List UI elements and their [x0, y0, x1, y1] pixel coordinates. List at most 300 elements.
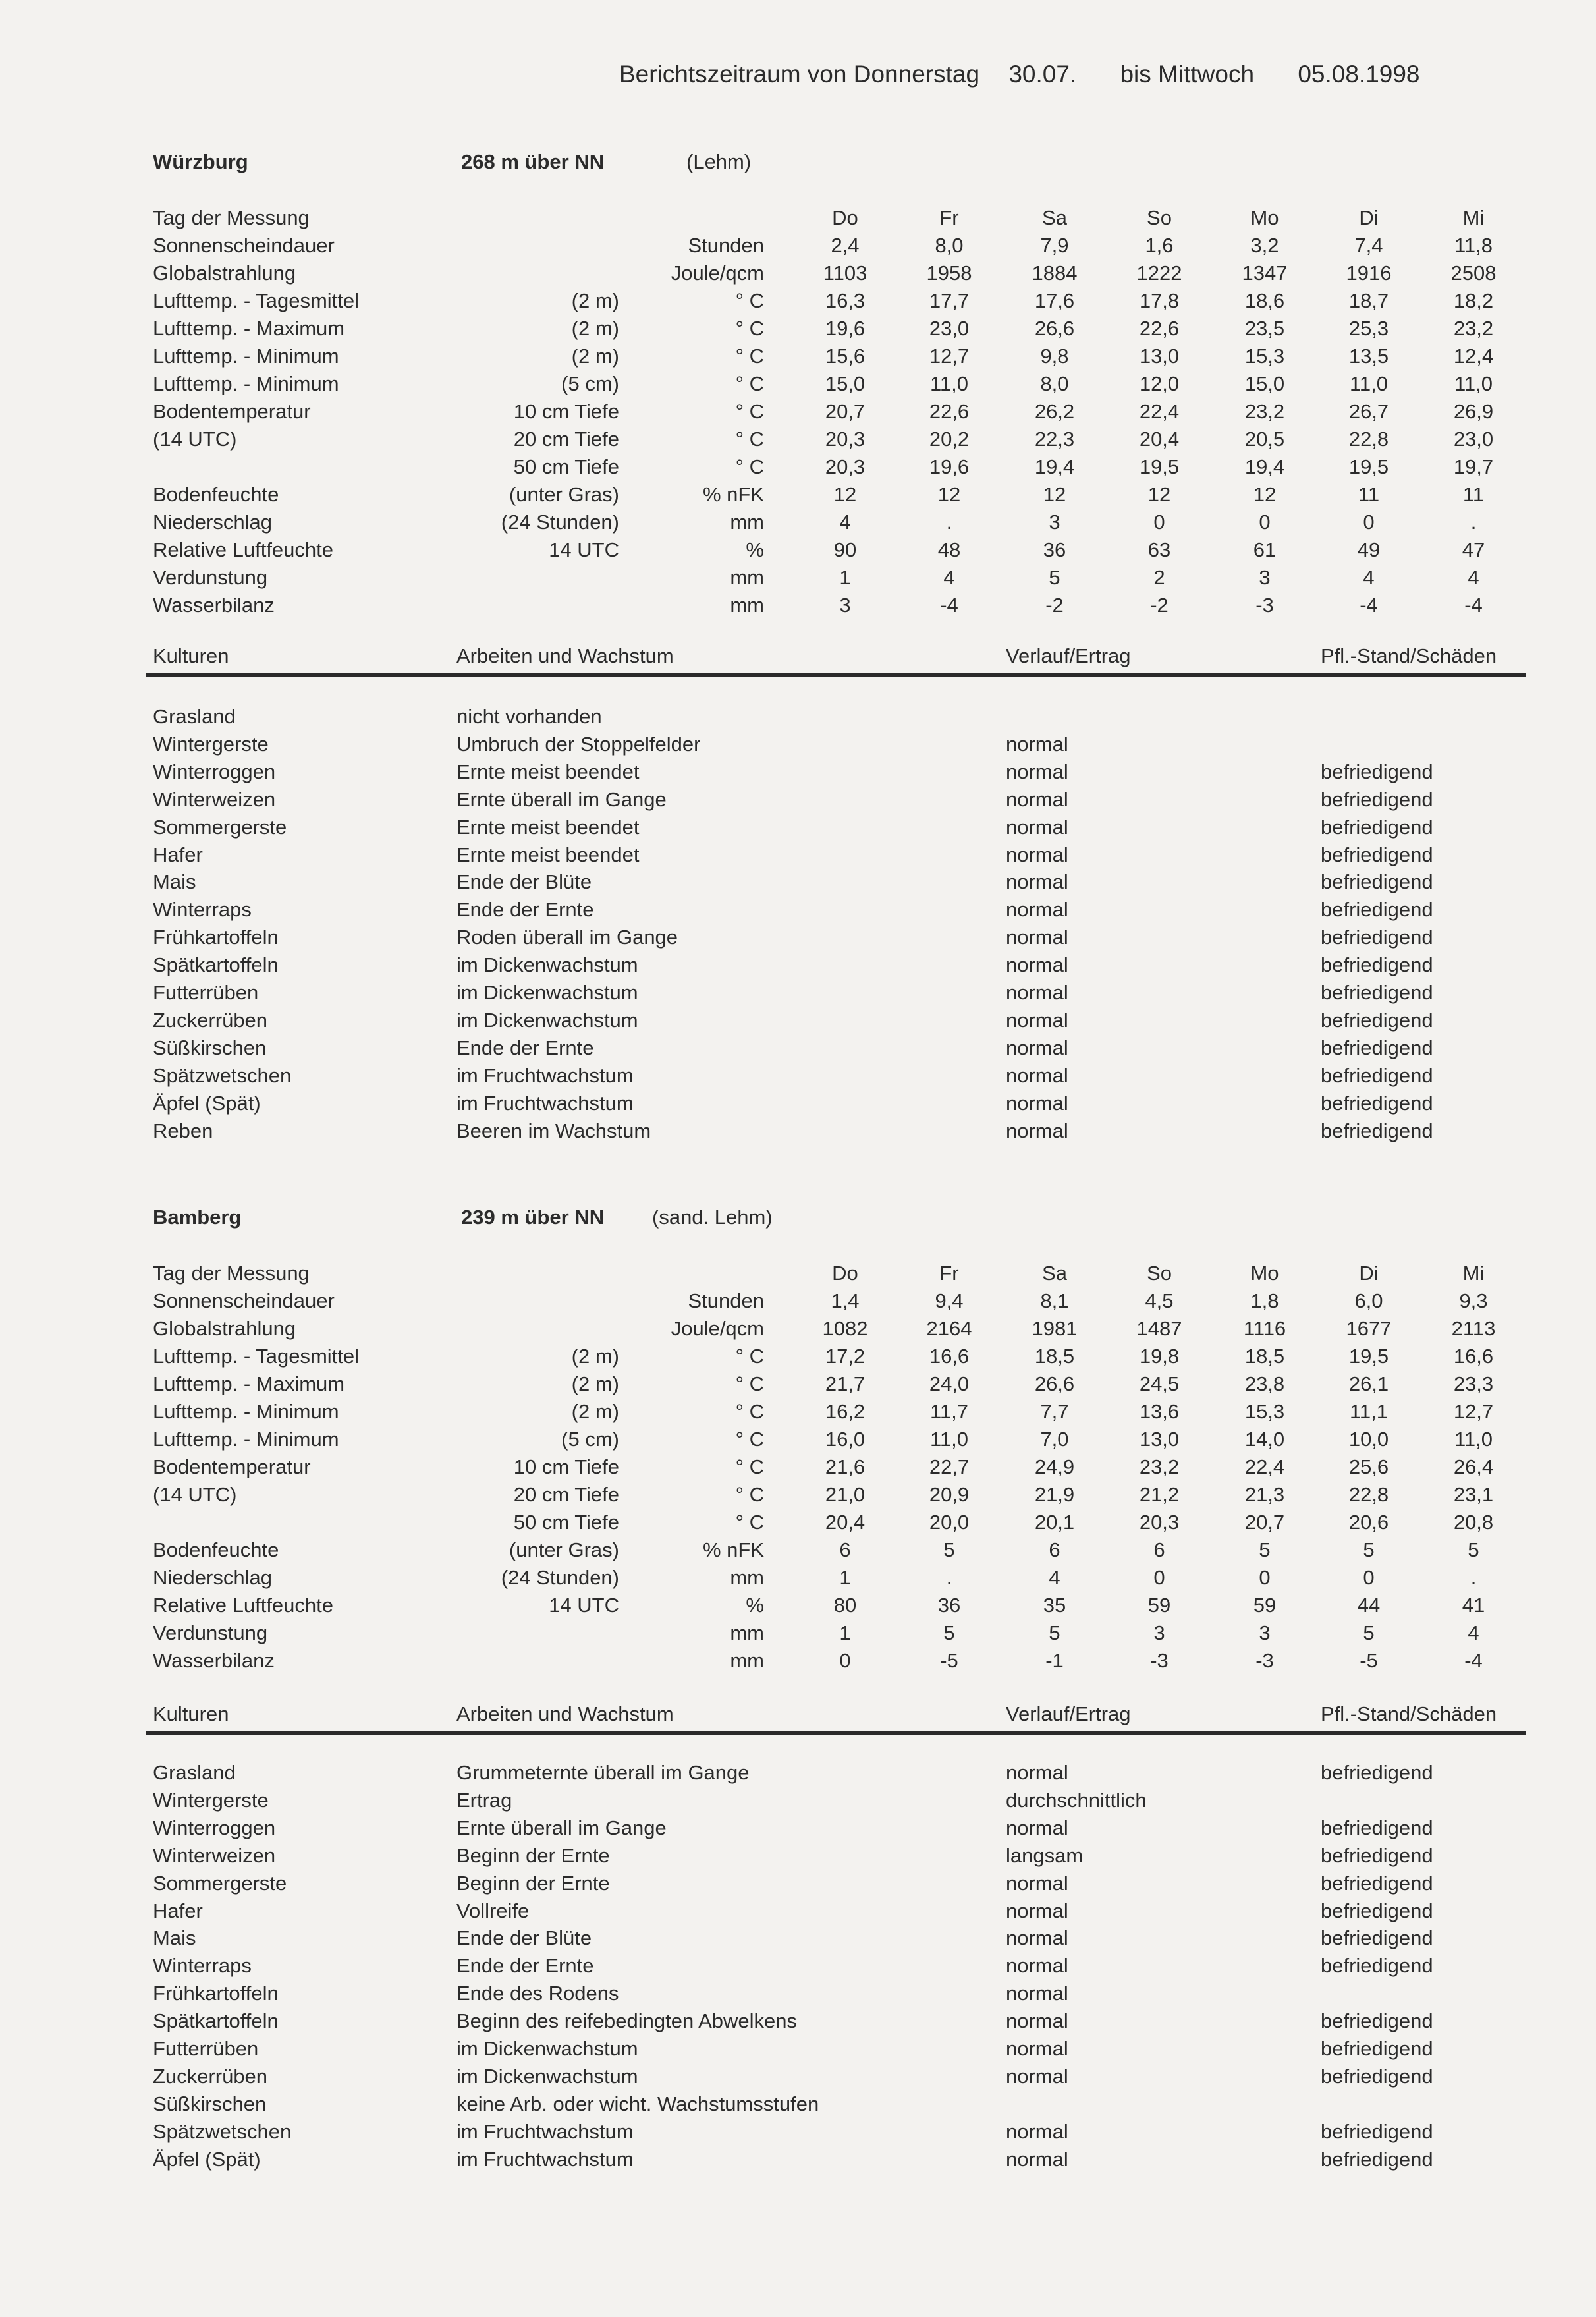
station-soil: (Lehm)	[686, 150, 752, 173]
crop-name: Winterweizen	[153, 1844, 276, 1867]
col-arbeiten: Arbeiten und Wachstum	[456, 1702, 674, 1725]
day-label: Di	[1359, 206, 1379, 229]
measurement-value: 6,0	[1354, 1289, 1383, 1312]
measurement-value: 9,8	[1040, 345, 1069, 368]
crop-stage: Ende der Ernte	[456, 1036, 594, 1059]
measurement-value: 26,9	[1453, 400, 1494, 423]
crop-progress: normal	[1006, 1064, 1068, 1087]
measurement-row	[0, 594, 1596, 621]
measurement-value: 20,3	[1139, 1511, 1180, 1534]
crop-row	[0, 1926, 1596, 1954]
crop-row	[0, 1872, 1596, 1899]
measurement-sublabel: (2 m)	[571, 317, 619, 340]
crop-stage: Ernte überall im Gange	[456, 1816, 667, 1839]
crop-name: Sommergerste	[153, 816, 287, 839]
measurement-unit: ° C	[735, 1428, 764, 1451]
crop-progress: normal	[1006, 1009, 1068, 1032]
measurement-row	[0, 428, 1596, 455]
measurement-value: 20,3	[825, 455, 866, 478]
measurement-value: 23,0	[929, 317, 970, 340]
crop-condition: befriedigend	[1321, 1009, 1433, 1032]
measurement-label: Bodentemperatur	[153, 1455, 311, 1478]
measurement-value: 22,8	[1348, 1483, 1389, 1506]
measurement-unit: ° C	[735, 400, 764, 423]
measurement-value: 5	[1363, 1538, 1375, 1561]
crop-stage: Ende der Blüte	[456, 870, 592, 893]
measurement-value: -5	[940, 1649, 958, 1672]
crop-row	[0, 1092, 1596, 1119]
measurement-value: 21,3	[1244, 1483, 1285, 1506]
measurement-value: 5	[943, 1621, 955, 1644]
crop-table-header	[0, 644, 1596, 677]
crop-name: Winterroggen	[153, 760, 276, 783]
measurement-sublabel: (unter Gras)	[509, 483, 619, 506]
measurement-value: 36	[937, 1594, 961, 1617]
crop-name: Wintergerste	[153, 733, 269, 756]
to-date: 05.08.1998	[1298, 61, 1420, 88]
measurement-value: 41	[1462, 1594, 1485, 1617]
measurement-label: Bodenfeuchte	[153, 483, 279, 506]
measurement-label: Lufttemp. - Minimum	[153, 1428, 339, 1451]
measurement-value: 61	[1253, 538, 1277, 561]
crop-stage: Ernte meist beendet	[456, 760, 640, 783]
day-header-row	[0, 206, 1596, 234]
measurement-value: 19,5	[1348, 1345, 1389, 1368]
measurement-value: 5	[1259, 1538, 1271, 1561]
measurement-value: 13,0	[1139, 1428, 1180, 1451]
measurement-row	[0, 566, 1596, 594]
crop-stage: im Dickenwachstum	[456, 2037, 638, 2060]
measurement-sublabel: 20 cm Tiefe	[513, 1483, 619, 1506]
crop-stage: im Fruchtwachstum	[456, 2120, 634, 2143]
crop-row	[0, 788, 1596, 816]
crop-condition: befriedigend	[1321, 870, 1433, 893]
measurement-value: 8,0	[1040, 372, 1069, 395]
crop-condition: befriedigend	[1321, 760, 1433, 783]
measurement-value: 21,0	[825, 1483, 866, 1506]
measurement-value: 11,0	[1454, 372, 1493, 395]
measurement-sublabel: (2 m)	[571, 1400, 619, 1423]
measurement-value: 21,2	[1139, 1483, 1180, 1506]
measurement-value: 47	[1462, 538, 1485, 561]
measurement-label: Lufttemp. - Maximum	[153, 317, 345, 340]
measurement-value: 0	[1363, 1566, 1375, 1589]
measurement-value: 4	[1468, 566, 1479, 589]
crop-stage: Ernte meist beendet	[456, 843, 640, 866]
crop-stage: im Dickenwachstum	[456, 981, 638, 1004]
measurement-row	[0, 1372, 1596, 1400]
measurement-value: 7,0	[1040, 1428, 1069, 1451]
crop-row	[0, 898, 1596, 926]
crop-condition: befriedigend	[1321, 1064, 1433, 1087]
measurement-row	[0, 1649, 1596, 1677]
measurement-value: 63	[1147, 538, 1171, 561]
crop-row	[0, 1816, 1596, 1844]
station-altitude: 268 m über NN	[461, 150, 605, 173]
measurement-label: (14 UTC)	[153, 428, 237, 451]
crop-name: Sommergerste	[153, 1872, 287, 1895]
measurement-label: Tag der Messung	[153, 1262, 310, 1285]
measurement-unit: mm	[730, 1621, 764, 1644]
measurement-value: 19,7	[1453, 455, 1494, 478]
crop-progress: normal	[1006, 1036, 1068, 1059]
measurement-row	[0, 1317, 1596, 1345]
measurement-value: 16,3	[825, 289, 866, 312]
measurement-value: -4	[940, 594, 958, 617]
station-altitude: 239 m über NN	[461, 1206, 605, 1229]
measurement-sublabel: 50 cm Tiefe	[513, 455, 619, 478]
measurement-value: 1103	[823, 262, 867, 285]
crop-condition: befriedigend	[1321, 1926, 1433, 1949]
day-label: Sa	[1042, 206, 1067, 229]
measurement-value: 11	[1462, 483, 1485, 506]
crop-stage: Ende der Ernte	[456, 1954, 594, 1977]
crop-stage: Ernte überall im Gange	[456, 788, 667, 811]
measurement-unit: ° C	[735, 345, 764, 368]
measurement-value: 12	[937, 483, 961, 506]
crop-row	[0, 1009, 1596, 1036]
crop-condition: befriedigend	[1321, 981, 1433, 1004]
measurement-value: 21,9	[1034, 1483, 1075, 1506]
station-name: Bamberg	[153, 1206, 242, 1229]
crop-row	[0, 981, 1596, 1009]
measurement-value: 16,6	[929, 1345, 970, 1368]
measurement-value: 1,8	[1250, 1289, 1279, 1312]
measurement-value: 0	[1363, 511, 1375, 534]
day-label: Mi	[1462, 1262, 1485, 1285]
day-label: Do	[832, 206, 858, 229]
crop-progress: normal	[1006, 788, 1068, 811]
crop-progress: normal	[1006, 1119, 1068, 1142]
measurement-value: 9,3	[1459, 1289, 1488, 1312]
crop-stage: im Fruchtwachstum	[456, 1064, 634, 1087]
measurement-sublabel: (5 cm)	[561, 1428, 619, 1451]
crop-name: Spätzwetschen	[153, 1064, 292, 1087]
crop-progress: normal	[1006, 926, 1068, 949]
crop-progress: normal	[1006, 816, 1068, 839]
measurement-value: 6	[1153, 1538, 1165, 1561]
crop-name: Winterweizen	[153, 788, 276, 811]
measurement-sublabel: 14 UTC	[549, 538, 619, 561]
measurement-row	[0, 262, 1596, 289]
day-label: So	[1147, 1262, 1172, 1285]
measurement-sublabel: (2 m)	[571, 289, 619, 312]
measurement-label: (14 UTC)	[153, 1483, 237, 1506]
crop-progress: normal	[1006, 898, 1068, 921]
measurement-value: .	[946, 511, 952, 534]
crop-name: Mais	[153, 1926, 196, 1949]
measurement-value: 0	[1259, 511, 1271, 534]
crop-condition: befriedigend	[1321, 1954, 1433, 1977]
measurement-value: -2	[1150, 594, 1169, 617]
measurement-row	[0, 1345, 1596, 1372]
measurement-value: -2	[1045, 594, 1064, 617]
crop-stage: im Fruchtwachstum	[456, 2148, 634, 2171]
day-label: Do	[832, 1262, 858, 1285]
measurement-value: 4,5	[1145, 1289, 1174, 1312]
measurement-value: 22,4	[1139, 400, 1180, 423]
measurement-value: 35	[1043, 1594, 1066, 1617]
measurement-unit: ° C	[735, 1455, 764, 1478]
measurement-label: Relative Luftfeuchte	[153, 1594, 334, 1617]
measurement-value: 5	[943, 1538, 955, 1561]
measurement-value: 16,0	[825, 1428, 866, 1451]
measurement-label: Niederschlag	[153, 511, 272, 534]
measurement-value: 1958	[926, 262, 972, 285]
measurement-value: 23,2	[1453, 317, 1494, 340]
measurement-row	[0, 400, 1596, 428]
crop-condition: befriedigend	[1321, 1761, 1433, 1784]
measurement-row	[0, 455, 1596, 483]
measurement-value: 3	[1049, 511, 1060, 534]
measurement-sublabel: (24 Stunden)	[501, 1566, 619, 1589]
measurement-value: 23,1	[1453, 1483, 1494, 1506]
measurement-label: Lufttemp. - Minimum	[153, 1400, 339, 1423]
measurement-value: 15,3	[1244, 345, 1285, 368]
measurement-value: 22,8	[1348, 428, 1389, 451]
header-rule	[146, 1731, 1526, 1735]
crop-stage: Beginn des reifebedingten Abwelkens	[456, 2009, 798, 2032]
crop-name: Wintergerste	[153, 1789, 269, 1812]
measurement-value: 5	[1049, 566, 1060, 589]
crop-row	[0, 926, 1596, 953]
measurement-value: 1487	[1136, 1317, 1182, 1340]
measurement-value: 24,0	[929, 1372, 970, 1395]
crop-name: Frühkartoffeln	[153, 926, 279, 949]
col-kulturen: Kulturen	[153, 1702, 229, 1725]
measurement-value: 15,6	[825, 345, 866, 368]
measurement-row	[0, 1400, 1596, 1428]
measurement-value: .	[946, 1566, 952, 1589]
measurement-value: 12,0	[1139, 372, 1180, 395]
crop-stage: Ertrag	[456, 1789, 512, 1812]
measurement-value: 0	[1153, 511, 1165, 534]
measurement-value: 23,8	[1244, 1372, 1285, 1395]
measurement-unit: Stunden	[688, 1289, 764, 1312]
measurement-value: -4	[1464, 1649, 1483, 1672]
measurement-value: 20,9	[929, 1483, 970, 1506]
crop-progress: normal	[1006, 1872, 1068, 1895]
station-title	[0, 1206, 1596, 1239]
crop-stage: Umbruch der Stoppelfelder	[456, 733, 701, 756]
measurement-value: 13,0	[1139, 345, 1180, 368]
measurement-value: 90	[833, 538, 857, 561]
crop-row	[0, 1982, 1596, 2009]
measurement-value: 22,4	[1244, 1455, 1285, 1478]
measurement-value: 13,5	[1348, 345, 1389, 368]
measurement-value: 3	[1259, 566, 1271, 589]
measurement-value: 17,7	[929, 289, 970, 312]
measurement-label: Lufttemp. - Minimum	[153, 372, 339, 395]
measurement-value: 3	[1259, 1621, 1271, 1644]
measurement-value: 1222	[1136, 262, 1182, 285]
crop-row	[0, 843, 1596, 871]
measurement-unit: ° C	[735, 372, 764, 395]
station-title	[0, 150, 1596, 183]
measurement-value: 26,6	[1034, 1372, 1075, 1395]
measurement-label: Bodenfeuchte	[153, 1538, 279, 1561]
measurement-value: 20,7	[1244, 1511, 1285, 1534]
crop-stage: im Dickenwachstum	[456, 2065, 638, 2088]
crop-name: Futterrüben	[153, 981, 259, 1004]
measurement-value: 5	[1049, 1621, 1060, 1644]
measurement-unit: ° C	[735, 317, 764, 340]
measurement-value: 2508	[1450, 262, 1497, 285]
measurement-value: 26,7	[1348, 400, 1389, 423]
measurement-value: 11,0	[929, 372, 969, 395]
measurement-value: 26,1	[1348, 1372, 1389, 1395]
crop-stage: Roden überall im Gange	[456, 926, 678, 949]
measurement-value: 20,4	[825, 1511, 866, 1534]
measurement-row	[0, 234, 1596, 262]
measurement-value: 7,4	[1354, 234, 1383, 257]
measurement-value: 3	[839, 594, 851, 617]
measurement-label: Lufttemp. - Tagesmittel	[153, 289, 360, 312]
crop-stage: Ende der Blüte	[456, 1926, 592, 1949]
measurement-value: .	[1470, 1566, 1477, 1589]
measurement-value: 20,6	[1348, 1511, 1389, 1534]
crop-progress: normal	[1006, 1954, 1068, 1977]
crop-name: Zuckerrüben	[153, 2065, 268, 2088]
day-label: Di	[1359, 1262, 1379, 1285]
measurement-value: 15,0	[1244, 372, 1285, 395]
col-arbeiten: Arbeiten und Wachstum	[456, 644, 674, 667]
crop-condition: befriedigend	[1321, 926, 1433, 949]
crop-condition: befriedigend	[1321, 2148, 1433, 2171]
measurement-value: 23,0	[1453, 428, 1494, 451]
measurement-value: 4	[1049, 1566, 1060, 1589]
measurement-value: 20,2	[929, 428, 970, 451]
measurement-unit: % nFK	[702, 483, 764, 506]
crop-stage: im Fruchtwachstum	[456, 1092, 634, 1115]
measurement-label: Sonnenscheindauer	[153, 1289, 335, 1312]
crop-name: Winterraps	[153, 898, 252, 921]
measurement-sublabel: (2 m)	[571, 1345, 619, 1368]
measurement-label: Globalstrahlung	[153, 262, 296, 285]
measurement-value: 12,7	[1453, 1400, 1494, 1423]
measurement-unit: mm	[730, 566, 764, 589]
col-verlauf: Verlauf/Ertrag	[1006, 1702, 1131, 1725]
crop-progress: normal	[1006, 2148, 1068, 2171]
measurement-value: 26,4	[1453, 1455, 1494, 1478]
crop-row	[0, 760, 1596, 788]
measurement-value: 20,4	[1139, 428, 1180, 451]
measurement-row	[0, 345, 1596, 372]
measurement-value: 16,6	[1453, 1345, 1494, 1368]
crop-row	[0, 1789, 1596, 1816]
measurement-value: 17,6	[1034, 289, 1075, 312]
measurement-label: Verdunstung	[153, 1621, 268, 1644]
crop-stage: im Dickenwachstum	[456, 953, 638, 976]
crop-stage: Beeren im Wachstum	[456, 1119, 651, 1142]
crop-condition: befriedigend	[1321, 1816, 1433, 1839]
crop-progress: normal	[1006, 870, 1068, 893]
measurement-unit: % nFK	[702, 1538, 764, 1561]
crop-stage: Ernte meist beendet	[456, 816, 640, 839]
measurement-sublabel: 20 cm Tiefe	[513, 428, 619, 451]
measurement-row	[0, 511, 1596, 538]
measurement-value: 36	[1043, 538, 1066, 561]
measurement-value: 1884	[1032, 262, 1078, 285]
crop-name: Hafer	[153, 843, 203, 866]
crop-stage: Beginn der Ernte	[456, 1844, 610, 1867]
crop-progress: normal	[1006, 2009, 1068, 2032]
measurement-value: 48	[937, 538, 961, 561]
measurement-value: 80	[833, 1594, 857, 1617]
crop-progress: normal	[1006, 2120, 1068, 2143]
col-pflstand: Pfl.-Stand/Schäden	[1321, 1702, 1497, 1725]
crop-name: Grasland	[153, 1761, 236, 1784]
measurement-sublabel: 10 cm Tiefe	[513, 400, 619, 423]
crop-stage: Grummeternte überall im Gange	[456, 1761, 750, 1784]
crop-progress: langsam	[1006, 1844, 1084, 1867]
crop-row	[0, 1036, 1596, 1064]
crop-progress: normal	[1006, 733, 1068, 756]
crop-name: Spätkartoffeln	[153, 2009, 279, 2032]
day-label: Mo	[1250, 1262, 1279, 1285]
crop-condition: befriedigend	[1321, 2120, 1433, 2143]
measurement-value: 23,2	[1244, 400, 1285, 423]
crop-row	[0, 1064, 1596, 1092]
measurement-unit: mm	[730, 1649, 764, 1672]
measurement-value: 17,8	[1139, 289, 1180, 312]
crop-progress: normal	[1006, 1982, 1068, 2005]
measurement-value: 21,7	[825, 1372, 866, 1395]
measurement-value: 3	[1153, 1621, 1165, 1644]
measurement-label: Lufttemp. - Minimum	[153, 345, 339, 368]
measurement-sublabel: (5 cm)	[561, 372, 619, 395]
measurement-sublabel: 14 UTC	[549, 1594, 619, 1617]
measurement-value: 0	[1259, 1566, 1271, 1589]
measurement-value: 22,6	[1139, 317, 1180, 340]
to-label: bis Mittwoch	[1120, 61, 1255, 88]
crop-condition: befriedigend	[1321, 816, 1433, 839]
crop-condition: befriedigend	[1321, 788, 1433, 811]
measurement-value: 1	[839, 566, 851, 589]
crop-stage: keine Arb. oder wicht. Wachstumsstufen	[456, 2092, 819, 2115]
crop-name: Zuckerrüben	[153, 1009, 268, 1032]
day-label: Fr	[939, 1262, 959, 1285]
measurement-row	[0, 1621, 1596, 1649]
measurement-unit: mm	[730, 511, 764, 534]
measurement-value: 1	[839, 1566, 851, 1589]
measurement-value: 20,0	[929, 1511, 970, 1534]
measurement-value: 7,9	[1040, 234, 1069, 257]
crop-stage: Vollreife	[456, 1899, 530, 1922]
measurement-unit: ° C	[735, 455, 764, 478]
measurement-value: 11	[1358, 483, 1380, 506]
day-header-row	[0, 1262, 1596, 1289]
crop-name: Futterrüben	[153, 2037, 259, 2060]
measurement-value: 2,4	[831, 234, 860, 257]
measurement-value: 19,5	[1139, 455, 1180, 478]
measurement-unit: mm	[730, 1566, 764, 1589]
crop-condition: befriedigend	[1321, 2065, 1433, 2088]
station-name: Würzburg	[153, 150, 248, 173]
crop-condition: befriedigend	[1321, 1119, 1433, 1142]
measurement-value: 1916	[1346, 262, 1392, 285]
measurement-label: Verdunstung	[153, 566, 268, 589]
measurement-value: 19,4	[1244, 455, 1285, 478]
crop-name: Süßkirschen	[153, 1036, 267, 1059]
measurement-value: 5	[1363, 1621, 1375, 1644]
measurement-row	[0, 1594, 1596, 1621]
day-label: Mi	[1462, 206, 1485, 229]
crop-name: Äpfel (Spät)	[153, 2148, 261, 2171]
measurement-label: Sonnenscheindauer	[153, 234, 335, 257]
crop-condition: befriedigend	[1321, 898, 1433, 921]
crop-name: Winterraps	[153, 1954, 252, 1977]
